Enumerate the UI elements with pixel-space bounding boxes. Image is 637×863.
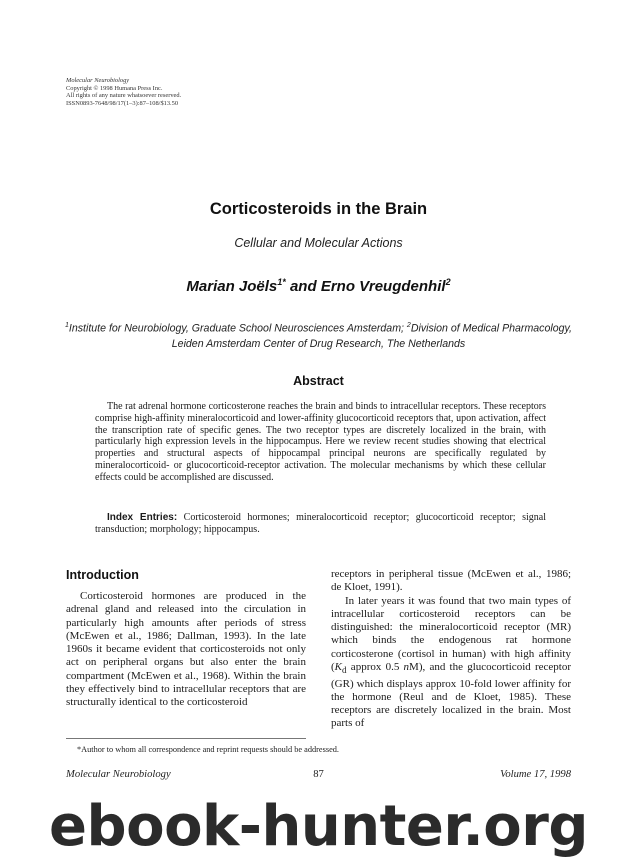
intro-right-column: [331, 568, 571, 731]
author-2-marker: 2: [445, 277, 451, 287]
correspondence-footnote: *Author to whom all correspondence and reprint requests should be addressed.: [77, 745, 339, 754]
kd-symbol: K: [334, 661, 343, 674]
intro-paragraph-1-continued: receptors in peripheral tissue (McEwen et al., 1986; de Kloet, 1991).: [331, 568, 571, 594]
introduction-heading: Introduction: [66, 568, 139, 582]
kd-subscript: d: [342, 665, 347, 676]
intro-paragraph-1: Corticosteroid hormones are produced in the adrenal gland and released into the circulation in particularly high amounts after periods of stress (McEwen et al., 1986; Dallman, 1993). In the late 1960s it became evident that corticosteroids not only act on peripheral organs but also enter the brain compartment (McEwen et al., 1968). Within the brain they effectively bind to intracellular receptors that are structurally identical to the corticosteroid: [66, 590, 306, 709]
index-entries: [95, 512, 546, 536]
nano-unit: n: [403, 661, 410, 674]
intro-paragraph-2-part-a: In later years it was found that two main types of intracellular corticosteroid receptors can be distinguished: the mineralocorticoid receptor (MR) which binds the endogenous rat hormone corticosterone (cortisol in human) with high affinity (: [331, 594, 571, 674]
copyright-line: Copyright © 1998 Humana Press Inc.: [66, 84, 163, 92]
abstract-body: The rat adrenal hormone corticosterone reaches the brain and binds to intracellular receptors. These receptors comprise high-affinity mineralocorticoid and lower-affinity glucocorticoid receptors that, upon activation, affect the transcription rate of specific genes. The two receptor types are discretely localized in the brain, with particularly high expression levels in the hippocampus. Here we review recent studies showing that electrical properties and structural aspects of hippocampal principal neurons are specifically regulated by mineralocorticoid- or glucocorticoid-receptor activation. The molecular mechanisms by which these cellular effects could be accomplished are discussed.: [95, 401, 546, 483]
affil-1-marker: 1: [65, 322, 69, 329]
footnote-divider: [66, 738, 306, 739]
intro-paragraph-2-part-b: approx 0.5: [346, 661, 404, 674]
author-2: Erno Vreugdenhil: [320, 278, 446, 295]
affil-2-marker: 2: [406, 322, 411, 329]
author-1: Marian Joëls: [186, 278, 278, 295]
author-line: [0, 277, 637, 295]
publication-header: [66, 77, 181, 107]
intro-paragraph-2-part-c: M), and the glucocorticoid receptor (GR) which displays approx 10-fold lower affinity for the hormone (Reul and de Kloet, 1985). These receptors are discretely localized in the brain. Most parts of: [331, 661, 571, 730]
index-entries-label: Index Entries:: [107, 512, 178, 523]
watermark-text: ebook-hunter.org: [49, 794, 588, 859]
article-subtitle: Cellular and Molecular Actions: [234, 236, 403, 250]
intro-left-column: [66, 590, 306, 710]
affiliations: [60, 318, 577, 352]
footer-volume: Volume 17, 1998: [500, 769, 571, 780]
footer-page-number: 87: [313, 769, 324, 780]
abstract-heading: Abstract: [293, 374, 344, 388]
footer-journal: Molecular Neurobiology: [66, 769, 171, 780]
author-1-marker: 1*: [277, 277, 286, 287]
affil-2-text: Division of Medical Pharmacology, Leiden Amsterdam Center of Drug Research, The Netherlands: [171, 322, 572, 350]
article-title: Corticosteroids in the Brain: [209, 200, 428, 218]
journal-name: Molecular Neurobiology: [66, 77, 130, 84]
rights-line: All rights of any nature whatsoever reserved.: [66, 92, 182, 100]
index-entries-text: Corticosteroid hormones; mineralocorticoid receptor; glucocorticoid receptor; signal transduction; morphology; hippocampus.: [95, 512, 546, 535]
author-connector: and: [285, 278, 321, 295]
intro-paragraph-2: [331, 595, 571, 731]
affil-1-text: Institute for Neurobiology, Graduate School Neurosciences Amsterdam;: [68, 322, 407, 335]
issn-line: ISSN0893-7648/98/17(1–3):87–108/$13.50: [66, 99, 179, 107]
